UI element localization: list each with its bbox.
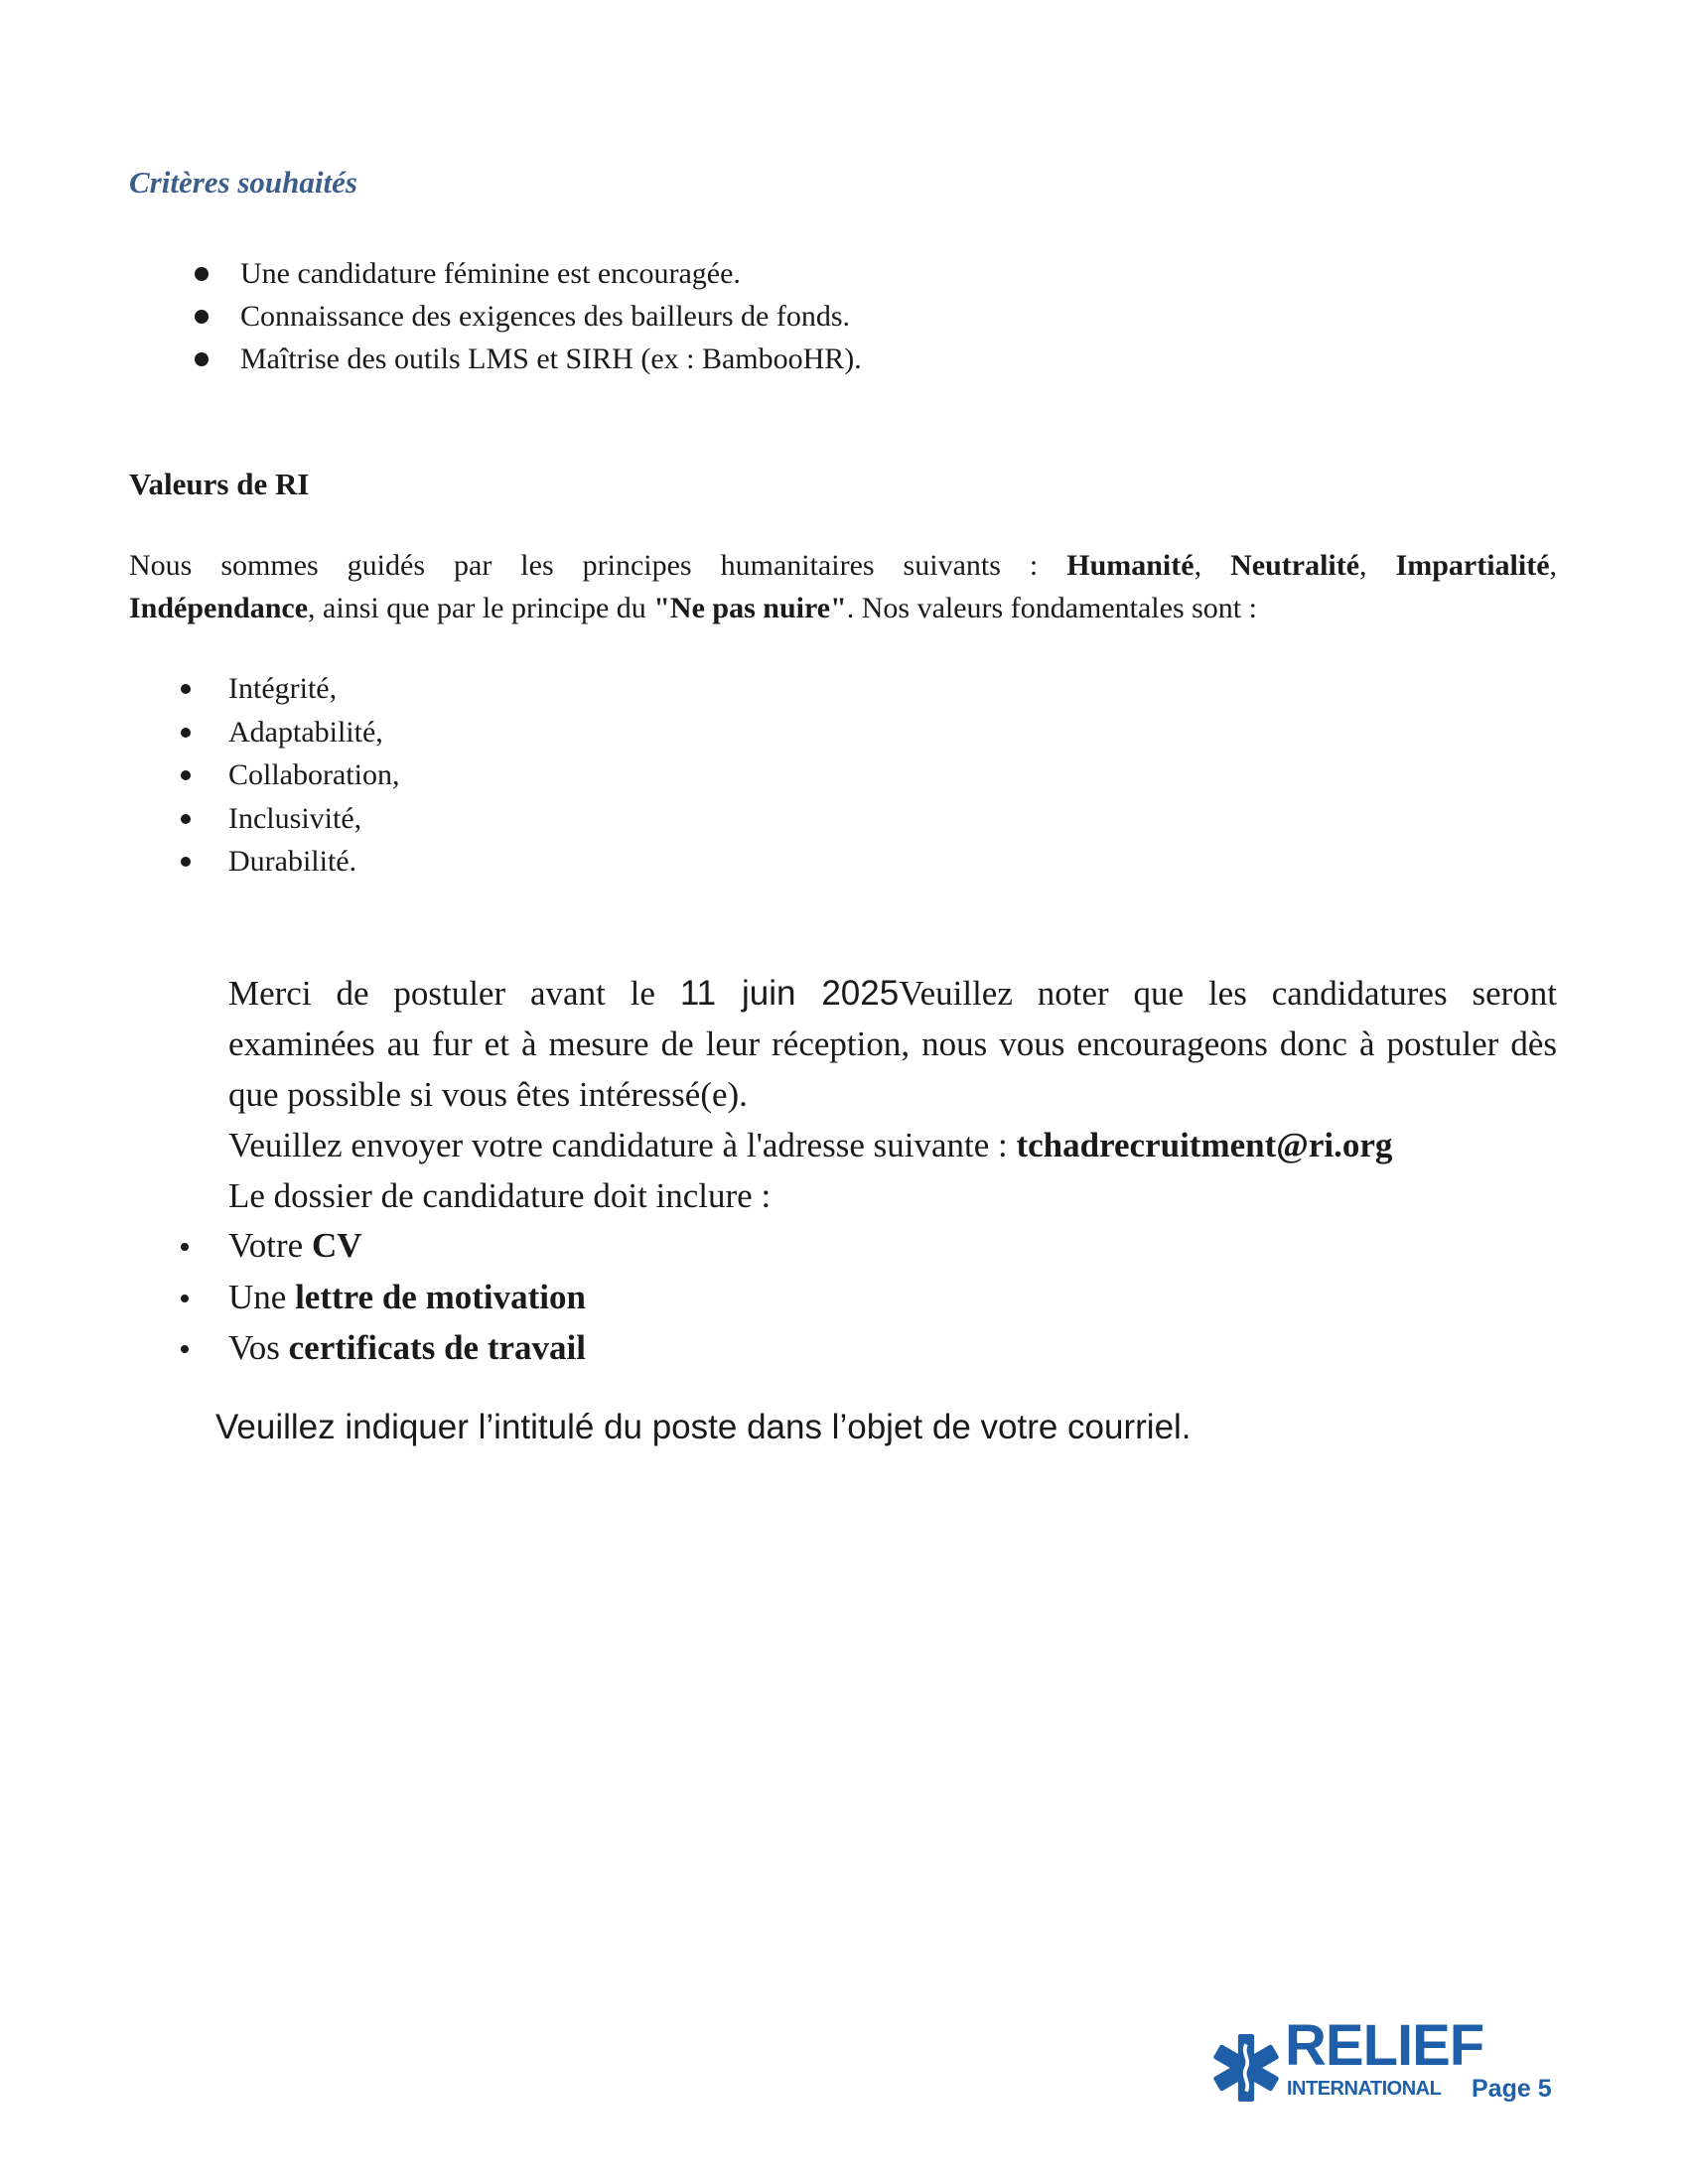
bullet-icon bbox=[195, 352, 209, 366]
value-item-text: Intégrité, bbox=[228, 672, 338, 705]
principle-impartialite: Impartialité bbox=[1395, 549, 1550, 582]
principle-neutralite: Neutralité bbox=[1230, 549, 1360, 582]
criteria-list bbox=[189, 252, 862, 380]
principle-humanite: Humanité bbox=[1066, 549, 1195, 582]
email-address[interactable]: tchadrecruitment@ri.org bbox=[1016, 1126, 1393, 1164]
list-item bbox=[189, 338, 862, 380]
criteria-item-text: Une candidature féminine est encouragée. bbox=[240, 257, 741, 290]
list-item bbox=[177, 840, 399, 884]
separator: , bbox=[1359, 549, 1396, 582]
list-item bbox=[177, 1272, 586, 1323]
doc-prefix: Votre bbox=[228, 1226, 312, 1265]
values-intro-text: , ainsi que par le principe du bbox=[308, 592, 654, 624]
logo-wordmark: RELIEF bbox=[1285, 2013, 1484, 2078]
send-text: Veuillez envoyer votre candidature à l'adresse suivante : bbox=[228, 1126, 1017, 1164]
doc-name: lettre de motivation bbox=[295, 1277, 586, 1316]
list-item bbox=[177, 711, 399, 754]
deadline-note: Veuillez noter que les candidatures seront bbox=[899, 974, 1557, 1013]
bullet-icon bbox=[181, 814, 191, 824]
required-documents-list bbox=[177, 1220, 586, 1374]
principle-independance: Indépendance bbox=[129, 592, 309, 624]
doc-prefix: Une bbox=[228, 1277, 296, 1316]
star-of-life-icon bbox=[1209, 2031, 1283, 2105]
bullet-icon bbox=[181, 857, 191, 867]
criteria-item-text: Connaissance des exigences des bailleurs de fonds. bbox=[240, 300, 850, 333]
doc-prefix: Vos bbox=[228, 1328, 289, 1367]
list-item bbox=[177, 797, 399, 841]
bullet-icon bbox=[181, 1243, 189, 1251]
subject-note: Veuillez indiquer l’intitulé du poste dans l’objet de votre courriel. bbox=[215, 1408, 1192, 1446]
bullet-icon bbox=[181, 770, 191, 780]
list-item bbox=[189, 252, 862, 295]
deadline-text: Merci de postuler avant le bbox=[228, 974, 680, 1013]
logo-subtitle: INTERNATIONAL bbox=[1287, 2078, 1442, 2100]
values-intro-text: Nous sommes guidés par les principes humanitaires suivants : bbox=[129, 549, 1067, 582]
values-heading: Valeurs de RI bbox=[129, 467, 310, 501]
bullet-icon bbox=[181, 1295, 189, 1302]
list-item bbox=[189, 295, 862, 338]
list-item bbox=[177, 753, 399, 797]
list-item bbox=[177, 1322, 586, 1374]
value-item-text: Collaboration, bbox=[228, 758, 400, 791]
footer bbox=[1209, 2013, 1567, 2105]
bullet-icon bbox=[195, 310, 209, 324]
application-instructions bbox=[228, 968, 1557, 1221]
criteria-heading: Critères souhaités bbox=[129, 165, 357, 200]
bullet-icon bbox=[195, 267, 209, 281]
doc-name: certificats de travail bbox=[288, 1328, 586, 1367]
criteria-item-text: Maîtrise des outils LMS et SIRH (ex : BambooHR). bbox=[240, 342, 862, 375]
doc-name: CV bbox=[311, 1226, 362, 1265]
list-item bbox=[177, 667, 399, 711]
bullet-icon bbox=[181, 728, 191, 738]
separator: , bbox=[1194, 549, 1231, 582]
values-list bbox=[177, 667, 399, 884]
page-number: Page 5 bbox=[1472, 2075, 1552, 2103]
send-line bbox=[228, 1120, 1557, 1170]
value-item-text: Inclusivité, bbox=[228, 801, 362, 835]
deadline-date: 11 juin 2025 bbox=[679, 974, 900, 1013]
value-item-text: Adaptabilité, bbox=[228, 715, 383, 749]
principle-ne-pas-nuire: "Ne pas nuire" bbox=[653, 592, 847, 624]
separator: , bbox=[1549, 549, 1558, 582]
values-intro-text: . Nos valeurs fondamentales sont : bbox=[846, 592, 1257, 624]
value-item-text: Durabilité. bbox=[228, 845, 357, 878]
dossier-line: Le dossier de candidature doit inclure : bbox=[228, 1176, 772, 1215]
deadline-line bbox=[228, 968, 1557, 1019]
values-paragraph bbox=[129, 544, 1557, 629]
bullet-icon bbox=[181, 684, 191, 694]
list-item bbox=[177, 1220, 586, 1272]
values-paragraph-line-1 bbox=[129, 544, 1557, 587]
review-note: examinées au fur et à mesure de leur réception, nous vous encourageons donc à postuler dès que possible si vous êtes intéressé(e). bbox=[228, 1024, 1557, 1114]
bullet-icon bbox=[181, 1345, 189, 1353]
